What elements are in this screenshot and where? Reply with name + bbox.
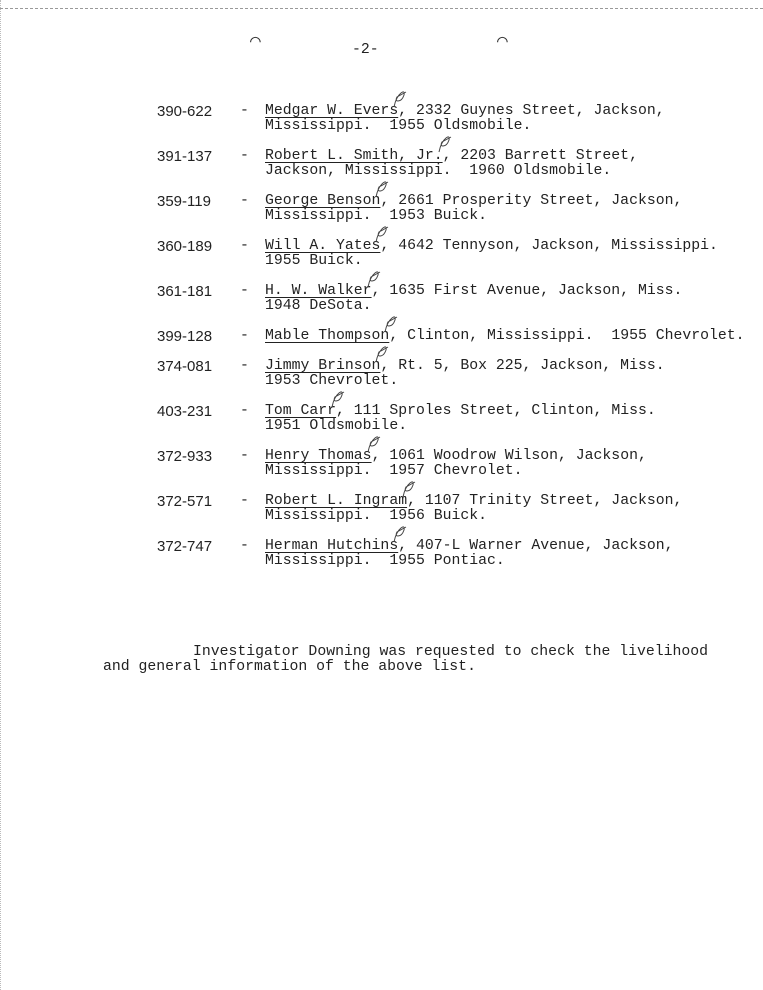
entry-line2: Mississippi. 1956 Buick.	[265, 508, 487, 524]
paragraph-line-1: Investigator Downing was requested to check the livelihood	[193, 644, 709, 660]
entry-number: 372-747	[157, 538, 213, 555]
entry-address: , 1107 Trinity Street, Jackson,	[407, 493, 683, 509]
handwritten-check-icon	[330, 389, 346, 409]
entry-name	[265, 238, 380, 254]
entry-name-text: Jimmy Brinson	[265, 358, 381, 374]
page-top-edge	[0, 0, 763, 9]
entry-number: 361-181	[157, 283, 213, 300]
list-entry	[157, 239, 757, 269]
entry-text	[265, 104, 757, 134]
entry-text	[265, 359, 757, 389]
entry-dash: -	[240, 403, 249, 419]
entry-number: 372-933	[157, 448, 213, 465]
entry-dash: -	[240, 493, 249, 509]
list-entry	[157, 539, 757, 569]
entry-line2: Mississippi. 1955 Pontiac.	[265, 553, 505, 569]
entry-line2: 1955 Buick.	[265, 253, 363, 269]
paragraph-line-2: and general information of the above list.	[103, 659, 476, 675]
handwritten-check-icon	[392, 89, 408, 109]
entry-dash: -	[240, 328, 249, 344]
entry-number: 390-622	[157, 103, 213, 120]
entry-name-text: George Benson	[265, 193, 381, 209]
entry-name	[265, 448, 372, 464]
entry-dash: -	[240, 448, 249, 464]
handwritten-check-icon	[392, 524, 408, 544]
entry-name	[265, 283, 372, 299]
entry-dash: -	[240, 193, 249, 209]
page-left-edge	[0, 0, 3, 990]
entry-text	[265, 239, 757, 269]
handwritten-check-icon	[374, 344, 390, 364]
entry-name-text: Robert L. Smith, Jr.	[265, 148, 443, 164]
list-entry	[157, 194, 757, 224]
entry-address: , 4642 Tennyson, Jackson, Mississippi.	[380, 238, 718, 254]
entry-name-text: Medgar W. Evers	[265, 103, 399, 119]
entry-address: , 1635 First Avenue, Jackson, Miss.	[371, 283, 683, 299]
entry-name-text: Will A. Yates	[265, 238, 381, 254]
entry-name	[265, 148, 443, 164]
entry-text	[265, 404, 757, 434]
entry-number: 374-081	[157, 358, 213, 375]
entry-name-text: Mable Thompson	[265, 328, 390, 344]
entry-address: , 2203 Barrett Street,	[442, 148, 638, 164]
list-entry	[157, 449, 757, 479]
entry-name-text: H. W. Walker	[265, 283, 372, 299]
entry-line2: Mississippi. 1955 Oldsmobile.	[265, 118, 532, 134]
entry-name	[265, 403, 336, 419]
vehicle-owner-list	[157, 104, 757, 584]
entry-name	[265, 358, 380, 374]
handwritten-check-icon	[366, 269, 382, 289]
handwritten-check-icon	[366, 434, 382, 454]
entry-number: 403-231	[157, 403, 213, 420]
entry-name-text: Tom Carr	[265, 403, 337, 419]
entry-address: , 2661 Prosperity Street, Jackson,	[380, 193, 683, 209]
list-entry	[157, 284, 757, 314]
entry-number: 360-189	[157, 238, 213, 255]
entry-name	[265, 328, 389, 344]
page-number: -2-	[352, 42, 379, 58]
entry-address: , 407-L Warner Avenue, Jackson,	[398, 538, 674, 554]
entry-number: 359-119	[157, 193, 211, 210]
handwritten-check-icon	[383, 314, 399, 334]
entry-line2: 1953 Chevrolet.	[265, 373, 399, 389]
entry-text	[265, 284, 757, 314]
entry-line2: Jackson, Mississippi. 1960 Oldsmobile.	[265, 163, 612, 179]
entry-number: 391-137	[157, 148, 213, 165]
handwritten-check-icon	[401, 479, 417, 499]
entry-line2: 1951 Oldsmobile.	[265, 418, 408, 434]
entry-line2: Mississippi. 1953 Buick.	[265, 208, 487, 224]
entry-name	[265, 538, 398, 554]
entry-dash: -	[240, 238, 249, 254]
entry-number: 399-128	[157, 328, 213, 345]
handwritten-check-icon	[374, 179, 390, 199]
entry-address: , Rt. 5, Box 225, Jackson, Miss.	[380, 358, 665, 374]
entry-name-text: Robert L. Ingram	[265, 493, 408, 509]
list-entry	[157, 359, 757, 389]
entry-name	[265, 493, 407, 509]
list-entry	[157, 104, 757, 134]
entry-address: , 111 Sproles Street, Clinton, Miss.	[336, 403, 656, 419]
entry-name	[265, 193, 380, 209]
entry-number: 372-571	[157, 493, 213, 510]
handwritten-check-icon	[374, 224, 390, 244]
entry-dash: -	[240, 283, 249, 299]
entry-text	[265, 494, 757, 524]
entry-name-text: Herman Hutchins	[265, 538, 399, 554]
list-entry	[157, 404, 757, 434]
entry-text	[265, 329, 757, 344]
entry-address: , Clinton, Mississippi. 1955 Chevrolet.	[389, 328, 745, 344]
entry-address: , 2332 Guynes Street, Jackson,	[398, 103, 665, 119]
entry-address: , 1061 Woodrow Wilson, Jackson,	[371, 448, 647, 464]
entry-dash: -	[240, 103, 249, 119]
entry-dash: -	[240, 538, 249, 554]
hand-mark: ⌒	[497, 32, 508, 52]
investigator-paragraph	[103, 645, 708, 675]
list-entry	[157, 329, 757, 344]
hand-mark: ⌒	[250, 32, 261, 52]
entry-line2: Mississippi. 1957 Chevrolet.	[265, 463, 523, 479]
entry-name	[265, 103, 398, 119]
list-entry	[157, 149, 757, 179]
entry-name-text: Henry Thomas	[265, 448, 372, 464]
entry-text	[265, 194, 757, 224]
entry-dash: -	[240, 358, 249, 374]
entry-text	[265, 149, 757, 179]
entry-dash: -	[240, 148, 249, 164]
handwritten-check-icon	[437, 134, 453, 154]
entry-text	[265, 449, 757, 479]
entry-line2: 1948 DeSota.	[265, 298, 372, 314]
list-entry	[157, 494, 757, 524]
entry-text	[265, 539, 757, 569]
